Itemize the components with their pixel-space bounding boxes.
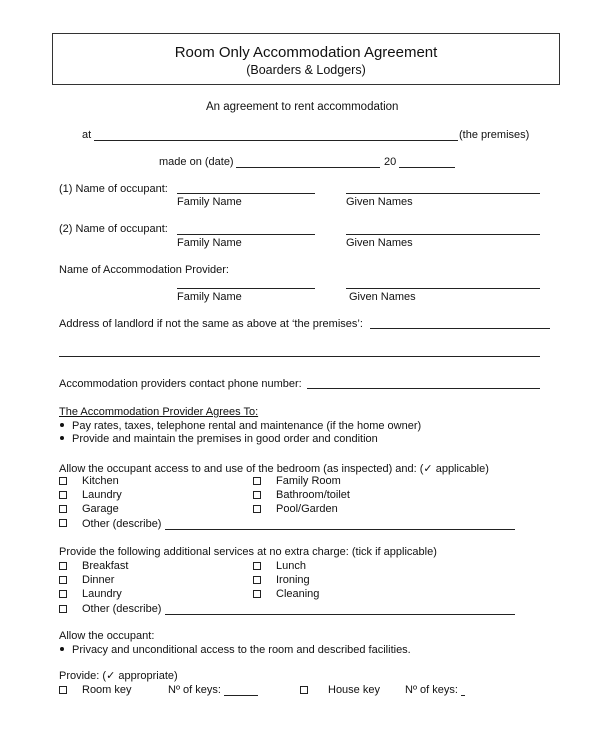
family-room-checkbox[interactable] — [253, 477, 261, 485]
laundry-label: Laundry — [82, 489, 122, 501]
made-on-label: made on (date) — [159, 156, 234, 168]
room-key-checkbox[interactable] — [59, 686, 67, 694]
breakfast-label: Breakfast — [82, 560, 129, 572]
bullet-icon — [60, 423, 64, 427]
services-other-field[interactable] — [165, 614, 515, 615]
access-other-checkbox[interactable] — [59, 519, 67, 527]
provide-heading: Provide: (✓ appropriate) — [59, 670, 178, 682]
premises-label: (the premises) — [459, 129, 530, 141]
occupant2-given-caption: Given Names — [346, 237, 413, 249]
occupant2-family-field[interactable] — [177, 234, 315, 235]
house-key-count-field[interactable] — [461, 695, 465, 696]
lunch-label: Lunch — [276, 560, 306, 572]
occupant2-family-caption: Family Name — [177, 237, 242, 249]
room-key-count-label: Nº of keys: — [168, 684, 221, 696]
provider-agrees-heading: The Accommodation Provider Agrees To: — [59, 406, 259, 418]
provider-family-caption: Family Name — [177, 291, 242, 303]
garage-label: Garage — [82, 503, 119, 515]
dinner-label: Dinner — [82, 574, 115, 586]
bathroom-label: Bathroom/toilet — [276, 489, 350, 501]
occupant1-given-field[interactable] — [346, 193, 540, 194]
cleaning-label: Cleaning — [276, 588, 320, 600]
allow-item: Privacy and unconditional access to the room and described facilities. — [60, 644, 411, 656]
premises-address-field[interactable] — [94, 140, 458, 141]
access-other-field[interactable] — [165, 529, 515, 530]
at-label: at — [82, 129, 92, 141]
access-other-label: Other (describe) — [82, 518, 162, 530]
address-label: Address of landlord if not the same as above at ‘the premises’: — [59, 318, 363, 330]
dinner-checkbox[interactable] — [59, 576, 67, 584]
family-room-label: Family Room — [276, 475, 341, 487]
provider-agrees-item: Provide and maintain the premises in good order and condition — [60, 433, 378, 445]
document-title: Room Only Accommodation Agreement — [174, 44, 438, 61]
date-field[interactable] — [236, 167, 380, 168]
phone-field[interactable] — [307, 388, 540, 389]
document-subtitle: (Boarders & Lodgers) — [246, 63, 366, 77]
pool-garden-checkbox[interactable] — [253, 505, 261, 513]
access-heading: Allow the occupant access to and use of the bedroom (as inspected) and: (✓ applicable) — [59, 463, 489, 475]
occupant2-label: (2) Name of occupant: — [59, 223, 168, 235]
lunch-checkbox[interactable] — [253, 562, 261, 570]
provider-label: Name of Accommodation Provider: — [59, 264, 229, 276]
kitchen-checkbox[interactable] — [59, 477, 67, 485]
garage-checkbox[interactable] — [59, 505, 67, 513]
pool-garden-label: Pool/Garden — [276, 503, 338, 515]
house-key-count-label: Nº of keys: — [405, 684, 458, 696]
occupant1-label: (1) Name of occupant: — [59, 183, 168, 195]
agreement-text: An agreement to rent accommodation — [206, 101, 399, 113]
occupant2-given-field[interactable] — [346, 234, 540, 235]
phone-label: Accommodation providers contact phone number: — [59, 378, 302, 390]
occupant1-family-caption: Family Name — [177, 196, 242, 208]
ironing-label: Ironing — [276, 574, 310, 586]
room-key-label: Room key — [82, 684, 132, 696]
services-other-checkbox[interactable] — [59, 605, 67, 613]
year-prefix: 20 — [384, 156, 397, 168]
bathroom-checkbox[interactable] — [253, 491, 261, 499]
bullet-icon — [60, 647, 64, 651]
title-box — [52, 33, 560, 85]
provider-given-caption: Given Names — [349, 291, 416, 303]
address-field-2[interactable] — [59, 356, 540, 357]
services-laundry-label: Laundry — [82, 588, 122, 600]
house-key-checkbox[interactable] — [300, 686, 308, 694]
occupant1-given-caption: Given Names — [346, 196, 413, 208]
provider-family-field[interactable] — [177, 288, 315, 289]
year-field[interactable] — [399, 167, 455, 168]
laundry-checkbox[interactable] — [59, 491, 67, 499]
breakfast-checkbox[interactable] — [59, 562, 67, 570]
provider-agrees-item: Pay rates, taxes, telephone rental and maintenance (if the home owner) — [60, 420, 421, 432]
bullet-icon — [60, 436, 64, 440]
services-heading: Provide the following additional services at no extra charge: (tick if applicable) — [59, 546, 437, 558]
services-other-label: Other (describe) — [82, 603, 162, 615]
services-laundry-checkbox[interactable] — [59, 590, 67, 598]
kitchen-label: Kitchen — [82, 475, 119, 487]
ironing-checkbox[interactable] — [253, 576, 261, 584]
allow-heading: Allow the occupant: — [59, 630, 155, 642]
occupant1-family-field[interactable] — [177, 193, 315, 194]
room-key-count-field[interactable] — [224, 695, 258, 696]
provider-given-field[interactable] — [346, 288, 540, 289]
cleaning-checkbox[interactable] — [253, 590, 261, 598]
address-field-1[interactable] — [370, 328, 550, 329]
house-key-label: House key — [328, 684, 380, 696]
